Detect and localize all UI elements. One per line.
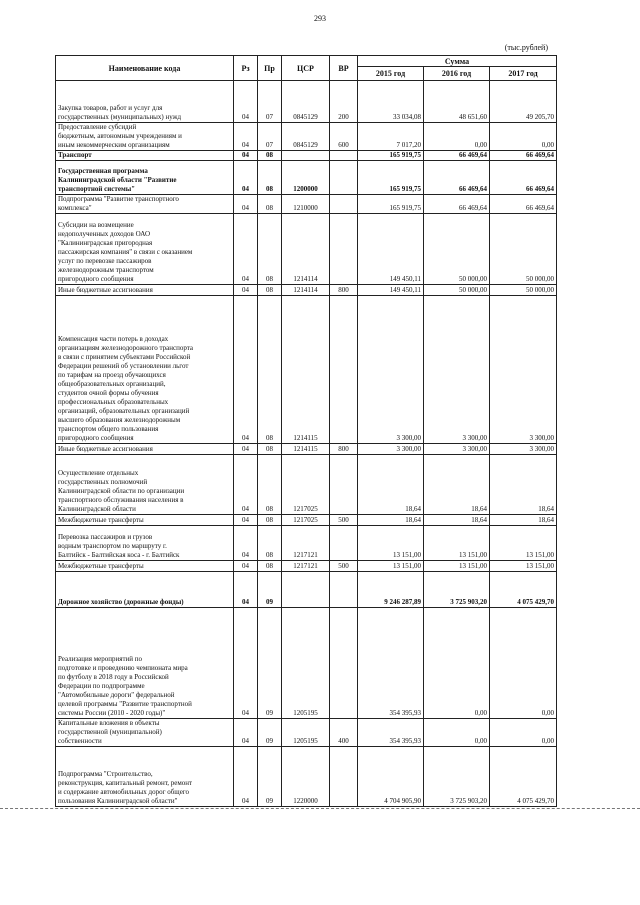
table-row <box>56 296 557 444</box>
cell-v2015: 18,64 <box>358 515 424 526</box>
cell-rz: 04 <box>234 214 258 285</box>
cell-v2016: 3 300,00 <box>424 444 490 455</box>
cell-v2015: 165 919,75 <box>358 161 424 195</box>
cell-vr <box>330 161 358 195</box>
cell-csr: 1217025 <box>282 515 330 526</box>
cell-csr: 1217121 <box>282 561 330 572</box>
cell-pr: 08 <box>258 214 282 285</box>
cell-csr: 1210000 <box>282 195 330 214</box>
cell-vr <box>330 608 358 719</box>
cell-vr <box>330 296 358 444</box>
cell-csr: 1217121 <box>282 526 330 561</box>
table-row <box>56 285 557 296</box>
header-csr: ЦСР <box>282 56 330 81</box>
cell-vr: 800 <box>330 444 358 455</box>
units-label: (тыс.рублей) <box>504 43 548 52</box>
cell-csr: 1220000 <box>282 747 330 807</box>
cell-pr: 09 <box>258 747 282 807</box>
cell-v2015: 33 034,08 <box>358 81 424 123</box>
cell-pr: 08 <box>258 195 282 214</box>
cell-vr <box>330 214 358 285</box>
cell-rz: 04 <box>234 572 258 608</box>
cell-v2017: 4 075 429,70 <box>490 572 557 608</box>
cell-rz: 04 <box>234 455 258 515</box>
cell-rz: 04 <box>234 515 258 526</box>
header-pr: Пр <box>258 56 282 81</box>
cell-name: Реализация мероприятий по подготовке и проведению чемпионата мира по футболу в 2018 году в Российской Федерации по подпрограмме "Автомобильные дороги" федеральной целевой программы "Развитие транспортной системы России (2010 - 2020 годы)" <box>56 608 234 719</box>
cell-rz: 04 <box>234 747 258 807</box>
table-row <box>56 747 557 807</box>
cell-csr: 1205195 <box>282 719 330 747</box>
cell-v2016: 66 469,64 <box>424 151 490 161</box>
cell-name: Транспорт <box>56 151 234 161</box>
cell-csr: 1205195 <box>282 608 330 719</box>
table-row <box>56 572 557 608</box>
cell-v2017: 66 469,64 <box>490 151 557 161</box>
header-name: Наименование кода <box>56 56 234 81</box>
cell-csr: 1200000 <box>282 161 330 195</box>
cell-name: Дорожное хозяйство (дорожные фонды) <box>56 572 234 608</box>
table-body <box>56 81 557 807</box>
cell-v2016: 18,64 <box>424 515 490 526</box>
cell-vr <box>330 572 358 608</box>
cell-pr: 08 <box>258 151 282 161</box>
header-vr: ВР <box>330 56 358 81</box>
cell-v2016: 3 725 903,20 <box>424 572 490 608</box>
cell-vr <box>330 455 358 515</box>
cell-v2015: 4 704 905,90 <box>358 747 424 807</box>
table-row <box>56 151 557 161</box>
header-2015: 2015 год <box>358 67 424 81</box>
header-2016: 2016 год <box>424 67 490 81</box>
cell-v2016: 0,00 <box>424 123 490 151</box>
cell-vr: 600 <box>330 123 358 151</box>
cell-name: Предоставление субсидий бюджетным, автономным учреждениям и иным некоммерческим организациям <box>56 123 234 151</box>
cell-v2017: 18,64 <box>490 455 557 515</box>
cell-pr: 08 <box>258 455 282 515</box>
cell-name: Межбюджетные трансферты <box>56 561 234 572</box>
table-row <box>56 526 557 561</box>
cell-csr: 1214114 <box>282 285 330 296</box>
cell-v2017: 0,00 <box>490 123 557 151</box>
cell-vr <box>330 747 358 807</box>
cell-name: Подпрограмма "Развитие транспортного комплекса" <box>56 195 234 214</box>
cell-v2016: 66 469,64 <box>424 161 490 195</box>
cell-csr: 0845129 <box>282 81 330 123</box>
cell-v2015: 354 395,93 <box>358 608 424 719</box>
cell-v2017: 4 075 429,70 <box>490 747 557 807</box>
cell-csr: 0845129 <box>282 123 330 151</box>
cell-pr: 07 <box>258 81 282 123</box>
cell-pr: 08 <box>258 515 282 526</box>
cell-pr: 08 <box>258 444 282 455</box>
cell-csr <box>282 151 330 161</box>
cell-name: Субсидии на возмещение недополученных доходов ОАО "Калининградская пригородная пассажирская компания" в связи с оказанием услуг по перевозке пассажиров железнодорожным транспортом пригородного сообщения <box>56 214 234 285</box>
cell-v2016: 48 651,60 <box>424 81 490 123</box>
cell-rz: 04 <box>234 151 258 161</box>
cell-v2015: 9 246 287,89 <box>358 572 424 608</box>
page-number: 293 <box>314 14 326 23</box>
cell-v2017: 66 469,64 <box>490 161 557 195</box>
table-row <box>56 561 557 572</box>
cell-v2017: 3 300,00 <box>490 444 557 455</box>
cell-v2016: 50 000,00 <box>424 214 490 285</box>
cell-v2015: 7 017,20 <box>358 123 424 151</box>
cell-pr: 09 <box>258 572 282 608</box>
cell-v2017: 50 000,00 <box>490 214 557 285</box>
table-row <box>56 608 557 719</box>
cell-pr: 09 <box>258 719 282 747</box>
cell-v2015: 165 919,75 <box>358 195 424 214</box>
cell-v2016: 50 000,00 <box>424 285 490 296</box>
cell-name: Иные бюджетные ассигнования <box>56 285 234 296</box>
cell-v2016: 3 725 903,20 <box>424 747 490 807</box>
cell-v2016: 0,00 <box>424 719 490 747</box>
table-row <box>56 161 557 195</box>
cell-vr <box>330 151 358 161</box>
cell-v2017: 18,64 <box>490 515 557 526</box>
cell-csr <box>282 572 330 608</box>
cell-v2016: 66 469,64 <box>424 195 490 214</box>
cell-rz: 04 <box>234 81 258 123</box>
cell-rz: 04 <box>234 608 258 719</box>
page-bottom-divider <box>0 808 640 809</box>
cell-v2015: 149 450,11 <box>358 285 424 296</box>
cell-v2017: 13 151,00 <box>490 561 557 572</box>
cell-pr: 08 <box>258 161 282 195</box>
cell-pr: 08 <box>258 561 282 572</box>
cell-v2015: 354 395,93 <box>358 719 424 747</box>
cell-rz: 04 <box>234 444 258 455</box>
cell-name: Подпрограмма "Строительство, реконструкция, капитальный ремонт, ремонт и содержание автомобильных дорог общего пользования Калининградской области" <box>56 747 234 807</box>
cell-v2016: 3 300,00 <box>424 296 490 444</box>
cell-v2016: 13 151,00 <box>424 561 490 572</box>
cell-rz: 04 <box>234 161 258 195</box>
table-row <box>56 123 557 151</box>
table-row <box>56 719 557 747</box>
cell-name: Компенсация части потерь в доходах организациям железнодорожного транспорта в связи с принятием субъектами Российской Федерации решений об установлении льгот по тарифам на проезд обучающихся общеобразовательных организаций, студентов очной формы обучения профессиональных образовательных организаций, образовательных организаций высшего образования железнодорожным транспортом общего пользования пригородного сообщения <box>56 296 234 444</box>
cell-rz: 04 <box>234 195 258 214</box>
cell-v2017: 49 205,70 <box>490 81 557 123</box>
cell-name: Осуществление отдельных государственных полномочий Калининградской области по организации транспортного обслуживания населения в Калининградской области <box>56 455 234 515</box>
budget-table <box>55 55 557 807</box>
cell-v2017: 0,00 <box>490 608 557 719</box>
table-row <box>56 444 557 455</box>
cell-v2017: 66 469,64 <box>490 195 557 214</box>
cell-pr: 09 <box>258 608 282 719</box>
cell-rz: 04 <box>234 561 258 572</box>
cell-v2015: 13 151,00 <box>358 526 424 561</box>
cell-rz: 04 <box>234 123 258 151</box>
cell-name: Межбюджетные трансферты <box>56 515 234 526</box>
cell-vr: 200 <box>330 81 358 123</box>
header-sum: Сумма <box>358 56 557 67</box>
cell-csr: 1214115 <box>282 296 330 444</box>
cell-rz: 04 <box>234 296 258 444</box>
cell-v2016: 0,00 <box>424 608 490 719</box>
cell-v2015: 13 151,00 <box>358 561 424 572</box>
cell-rz: 04 <box>234 526 258 561</box>
cell-v2016: 13 151,00 <box>424 526 490 561</box>
cell-v2017: 13 151,00 <box>490 526 557 561</box>
cell-rz: 04 <box>234 285 258 296</box>
cell-name: Закупка товаров, работ и услуг для государственных (муниципальных) нужд <box>56 81 234 123</box>
cell-pr: 08 <box>258 526 282 561</box>
cell-v2015: 3 300,00 <box>358 444 424 455</box>
cell-v2015: 3 300,00 <box>358 296 424 444</box>
cell-vr: 500 <box>330 515 358 526</box>
table-row <box>56 515 557 526</box>
cell-csr: 1217025 <box>282 455 330 515</box>
cell-name: Государственная программа Калининградской области "Развитие транспортной системы" <box>56 161 234 195</box>
cell-pr: 08 <box>258 285 282 296</box>
cell-csr: 1214115 <box>282 444 330 455</box>
cell-v2015: 149 450,11 <box>358 214 424 285</box>
cell-v2015: 18,64 <box>358 455 424 515</box>
cell-v2016: 18,64 <box>424 455 490 515</box>
cell-vr: 400 <box>330 719 358 747</box>
header-2017: 2017 год <box>490 67 557 81</box>
cell-v2015: 165 919,75 <box>358 151 424 161</box>
cell-rz: 04 <box>234 719 258 747</box>
cell-name: Капитальные вложения в объекты государственной (муниципальной) собственности <box>56 719 234 747</box>
cell-csr: 1214114 <box>282 214 330 285</box>
cell-pr: 08 <box>258 296 282 444</box>
cell-vr: 500 <box>330 561 358 572</box>
cell-name: Иные бюджетные ассигнования <box>56 444 234 455</box>
table-row <box>56 214 557 285</box>
table-row <box>56 81 557 123</box>
cell-pr: 07 <box>258 123 282 151</box>
table-row <box>56 195 557 214</box>
cell-vr <box>330 195 358 214</box>
cell-vr: 800 <box>330 285 358 296</box>
table-row <box>56 455 557 515</box>
cell-v2017: 0,00 <box>490 719 557 747</box>
header-rz: Рз <box>234 56 258 81</box>
cell-v2017: 50 000,00 <box>490 285 557 296</box>
cell-name: Перевозка пассажиров и грузов водным транспортом по маршруту г. Балтийск - Балтийская коса - г. Балтийск <box>56 526 234 561</box>
cell-vr <box>330 526 358 561</box>
cell-v2017: 3 300,00 <box>490 296 557 444</box>
